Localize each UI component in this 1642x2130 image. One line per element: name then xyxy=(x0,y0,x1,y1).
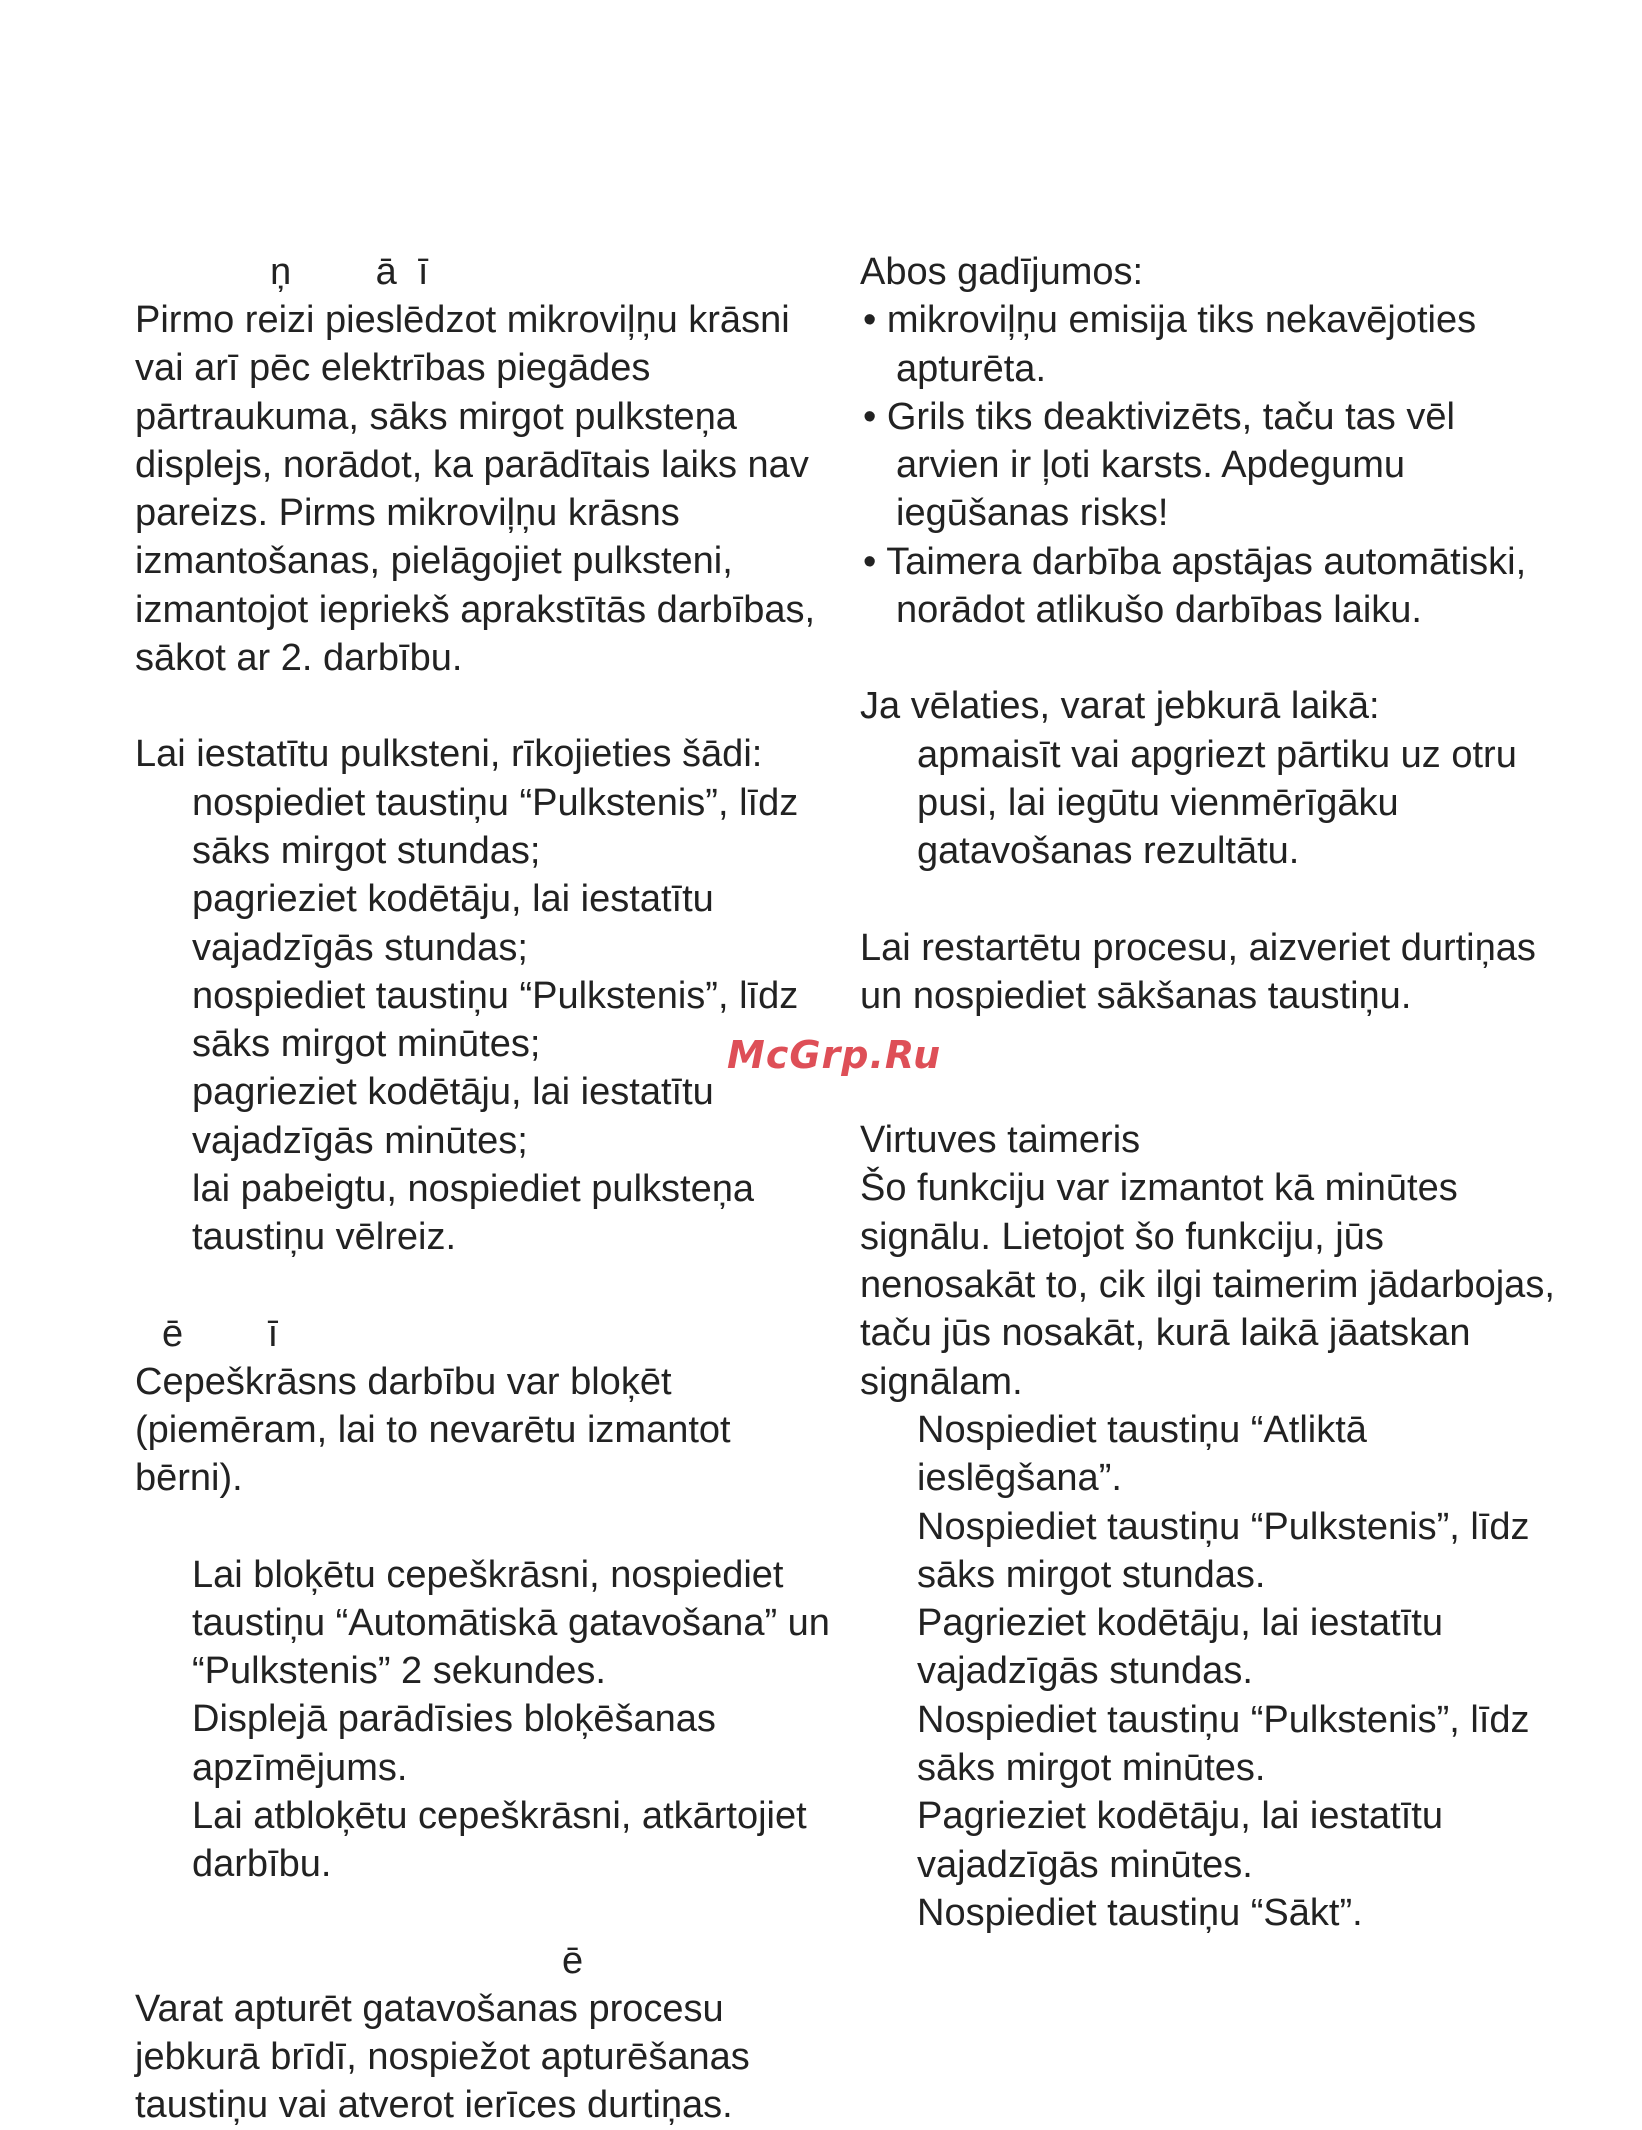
heading-kitchen-timer: Virtuves taimeris xyxy=(860,1119,1141,1162)
bullet-text: Taimera darbība apstājas automātiski, norādot atlikušo darbības laiku. xyxy=(886,540,1527,632)
right-column xyxy=(860,248,1560,1937)
paragraph-lock: Cepeškrāsns darbību var bloķēt (piemēram, lai to nevarētu izmantot bērni). xyxy=(135,1360,731,1500)
paragraph-timer: Šo funkciju var izmantot kā minūtes signālu. Lietojot šo funkciju, jūs nenosakāt to, cik ilgi taimerim jādarbojas, taču jūs nosakāt, kurā laikā jāatskan signālam. xyxy=(860,1167,1555,1403)
timer-step: Pagrieziet kodētāju, lai iestatītu vajadzīgās stundas. xyxy=(917,1602,1443,1693)
bullet-item: • Taimera darbība apstājas automātiski, norādot atlikušo darbības laiku. xyxy=(863,540,1527,632)
paragraph-first-connect: Pirmo reizi pieslēdzot mikroviļņu krāsni vai arī pēc elektrības piegādes pārtraukuma, sāks mirgot pulksteņa displejs, norādot, ka parādītais laiks nav pareizs. Pirms mikroviļņu krāsns izmantošanas, pielāgojiet pulksteni, izmantojot iepriekš aprakstītās darbības, sākot ar 2. darbību. xyxy=(135,299,816,680)
section-heading-clock: ņ ā ī xyxy=(270,251,429,293)
paragraph-restart: Lai restartētu procesu, aizveriet durtiņas un nospiediet sākšanas taustiņu. xyxy=(860,926,1536,1017)
watermark: McGrp.Ru xyxy=(727,1033,942,1077)
paragraph-anytime: Ja vēlaties, varat jebkurā laikā: xyxy=(860,685,1380,728)
paragraph-stop: Varat apturēt gatavošanas procesu jebkurā brīdī, nospiežot apturēšanas taustiņu vai atverot ierīces durtiņas. xyxy=(135,1987,750,2127)
timer-step: Nospiediet taustiņu “Pulkstenis”, līdz sāks mirgot minūtes. xyxy=(917,1698,1530,1790)
timer-step: Nospiediet taustiņu “Pulkstenis”, līdz sāks mirgot stundas. xyxy=(917,1505,1530,1596)
left-column xyxy=(135,248,835,2130)
clock-step: nospiediet taustiņu “Pulkstenis”, līdz sāks mirgot minūtes; xyxy=(192,974,799,1066)
bullet-text: mikroviļņu emisija tiks nekavējoties apturēta. xyxy=(886,299,1477,390)
bullet-text: Grils tiks deaktivizēts, taču tas vēl arvien ir ļoti karsts. Apdegumu iegūšanas risks! xyxy=(886,395,1455,535)
paragraph-set-clock-intro: Lai iestatītu pulksteni, rīkojieties šādi: xyxy=(135,733,763,776)
lock-step: Lai bloķētu cepeškrāsni, nospiediet taustiņu “Automātiskā gatavošana” un “Pulkstenis” 2 sekundes. xyxy=(192,1553,830,1693)
timer-step: Nospiediet taustiņu “Sākt”. xyxy=(917,1891,1363,1934)
clock-step: nospiediet taustiņu “Pulkstenis”, līdz sāks mirgot stundas; xyxy=(192,781,799,872)
bullet-item: • Grils tiks deaktivizēts, taču tas vēl arvien ir ļoti karsts. Apdegumu iegūšanas risks! xyxy=(863,395,1455,535)
section-heading-stop: ē xyxy=(562,1939,584,1982)
paragraph-both-cases: Abos gadījumos: xyxy=(860,251,1144,293)
clock-step: pagrieziet kodētāju, lai iestatītu vajadzīgās minūtes; xyxy=(192,1071,714,1162)
lock-step: Lai atbloķētu cepeškrāsni, atkārtojiet darbību. xyxy=(192,1795,807,1886)
lock-step: Displejā parādīsies bloķēšanas apzīmējums. xyxy=(192,1698,716,1789)
clock-step: lai pabeigtu, nospiediet pulksteņa taustiņu vēlreiz. xyxy=(192,1168,754,1259)
timer-step: Pagrieziet kodētāju, lai iestatītu vajadzīgās minūtes. xyxy=(917,1795,1443,1886)
bullet-item: • mikroviļņu emisija tiks nekavējoties apturēta. xyxy=(863,299,1477,390)
clock-step: pagrieziet kodētāju, lai iestatītu vajadzīgās stundas; xyxy=(192,878,714,969)
timer-step: Nospiediet taustiņu “Atliktā ieslēgšana”. xyxy=(917,1408,1367,1500)
section-heading-lock: ē ī xyxy=(162,1312,279,1355)
anytime-step: apmaisīt vai apgriezt pārtiku uz otru pusi, lai iegūtu vienmērīgāku gatavošanas rezultātu. xyxy=(917,733,1517,873)
